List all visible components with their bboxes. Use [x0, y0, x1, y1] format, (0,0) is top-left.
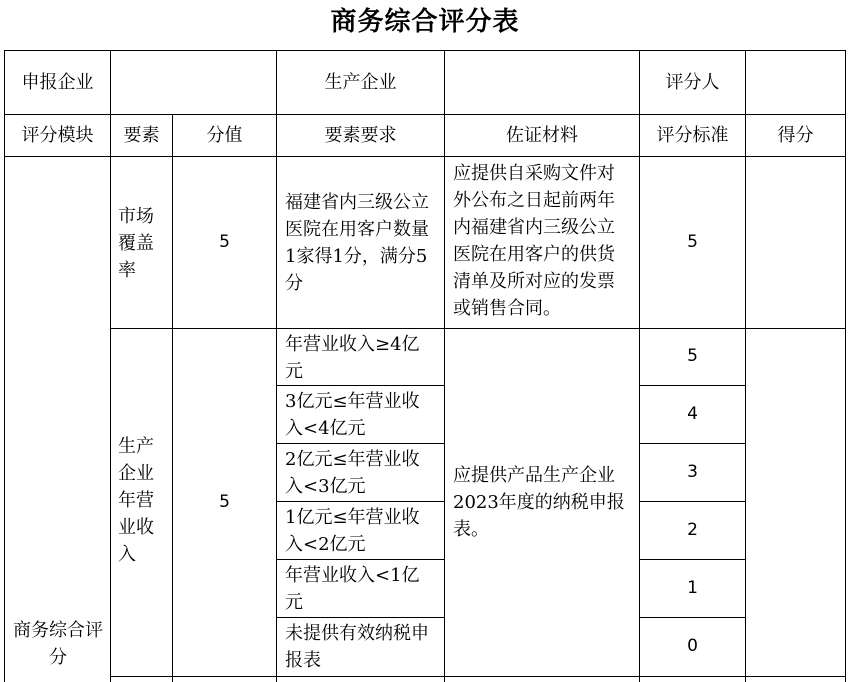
module-name: 商务综合评分	[13, 620, 103, 668]
tier-score: 5	[687, 346, 698, 367]
score-input[interactable]	[746, 157, 845, 328]
applicant-label: 申报企业	[21, 72, 94, 93]
column-header-evidence: 佐证材料	[506, 125, 578, 146]
tier-score: 4	[687, 403, 698, 424]
tier-score: 0	[687, 636, 698, 657]
column-header-module: 评分模块	[21, 125, 94, 146]
factor-name: 市场覆盖率	[118, 205, 154, 281]
tier-score: 3	[687, 461, 698, 482]
applicant-value[interactable]	[111, 51, 276, 114]
tier-requirement: 2亿元≤年营业收入<3亿元	[285, 449, 420, 497]
producer-label: 生产企业	[324, 72, 397, 93]
tier-requirement: 未提供有效纳税申报表	[285, 623, 429, 671]
grid-line	[110, 676, 845, 677]
standard-score: 5	[687, 231, 698, 252]
tier-score: 1	[687, 577, 698, 598]
factor-name: 生产企业年营业收入	[118, 436, 154, 565]
score-input[interactable]	[746, 329, 845, 676]
factor-points: 5	[219, 231, 230, 252]
factor-points: 5	[219, 491, 230, 512]
scorer-label: 评分人	[665, 72, 720, 93]
document-title: 商务综合评分表	[330, 7, 520, 37]
tier-requirement: 3亿元≤年营业收入<4亿元	[285, 391, 420, 439]
column-header-points: 分值	[206, 125, 243, 146]
producer-value[interactable]	[445, 51, 639, 114]
grid-line	[845, 50, 846, 682]
tier-requirement: 年营业收入<1亿元	[285, 565, 420, 613]
tier-requirement: 1亿元≤年营业收入<2亿元	[285, 507, 420, 555]
column-header-score: 得分	[777, 125, 814, 146]
evidence-text: 应提供产品生产企业2023年度的纳税申报表。	[453, 465, 625, 540]
factor-requirement: 福建省内三级公立医院在用客户数量1家得1分，满分5分	[285, 191, 429, 294]
scorer-value[interactable]	[746, 51, 845, 114]
tier-score: 2	[687, 519, 698, 540]
column-header-requirement: 要素要求	[324, 125, 397, 146]
column-header-standard: 评分标准	[656, 125, 729, 146]
tier-requirement: 年营业收入≥4亿元	[285, 334, 420, 382]
evidence-text: 应提供自采购文件对外公布之日起前两年内福建省内三级公立医院在用客户的供货清单及所对应的发票或销售合同。	[453, 163, 615, 319]
column-header-factor: 要素	[123, 125, 160, 146]
